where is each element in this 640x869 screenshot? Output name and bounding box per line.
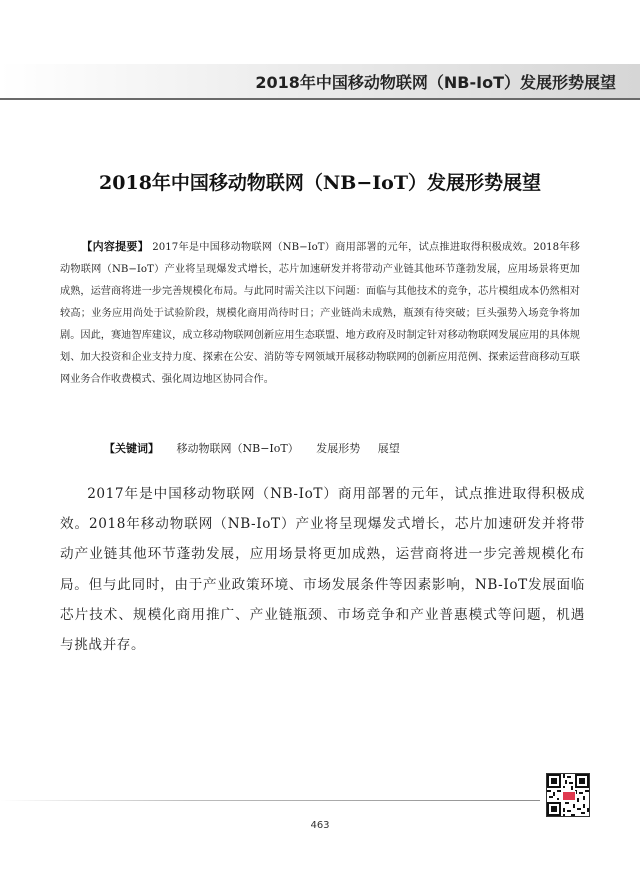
keyword-item: 发展形势 (316, 442, 361, 455)
body-paragraph: 2017年是中国移动物联网（NB-IoT）商用部署的元年，试点推进取得积极成效。2018年移动物联网（NB-IoT）产业将呈现爆发式增长，芯片加速研发并将带动产业链其他环节蓬勃发展，应用场景将更加成熟，运营商将进一步完善规模化布局。但与此同时，由于产业政策环境、市场发展条件等因素影响，NB-IoT发展面临芯片技术、规模化商用推广、产业链瓶颈、市场竞争和产业普惠模式等问题，机遇与挑战并存。 (60, 486, 585, 654)
keywords-label: 【关键词】 (104, 442, 159, 455)
abstract-text: 2017年是中国移动物联网（NB−IoT）商用部署的元年，试点推进取得积极成效。2018年移动物联网（NB−IoT）产业将呈现爆发式增长，芯片加速研发并将带动产业链其他环节蓬勃发展，应用场景将更加成熟，运营商将进一步完善规模化布局。与此同时需关注以下问题：面临与其他技术的竞争，芯片模组成本仍然相对较高；业务应用尚处于试验阶段，规模化商用尚待时日；产业链尚未成熟，瓶颈有待突破；巨头强势入场竞争将加剧。因此，赛迪智库建议，成立移动物联网创新应用生态联盟、地方政府及时制定针对移动物联网发展应用的具体规划、加大投资和企业支持力度、探索在公安、消防等专网领域开展移动物联网的创新应用范例、探索运营商移动互联网业务合作收费模式、强化周边地区协同合作。 (60, 242, 580, 385)
keyword-item: 移动物联网（NB−IoT） (176, 442, 299, 455)
header-rule (0, 98, 640, 100)
keywords-line (104, 438, 584, 460)
qr-logo-mark (562, 791, 576, 801)
running-header-title: 2018年中国移动物联网（NB-IoT）发展形势展望 (255, 73, 616, 92)
abstract-label: 【内容提要】 (81, 240, 149, 253)
abstract-block (60, 236, 580, 391)
footer-rule (0, 800, 540, 801)
keyword-item: 展望 (377, 442, 400, 455)
page-number: 463 (310, 820, 330, 831)
article-title: 2018年中国移动物联网（NB−IoT）发展形势展望 (99, 172, 541, 194)
qr-code-icon (546, 773, 590, 817)
